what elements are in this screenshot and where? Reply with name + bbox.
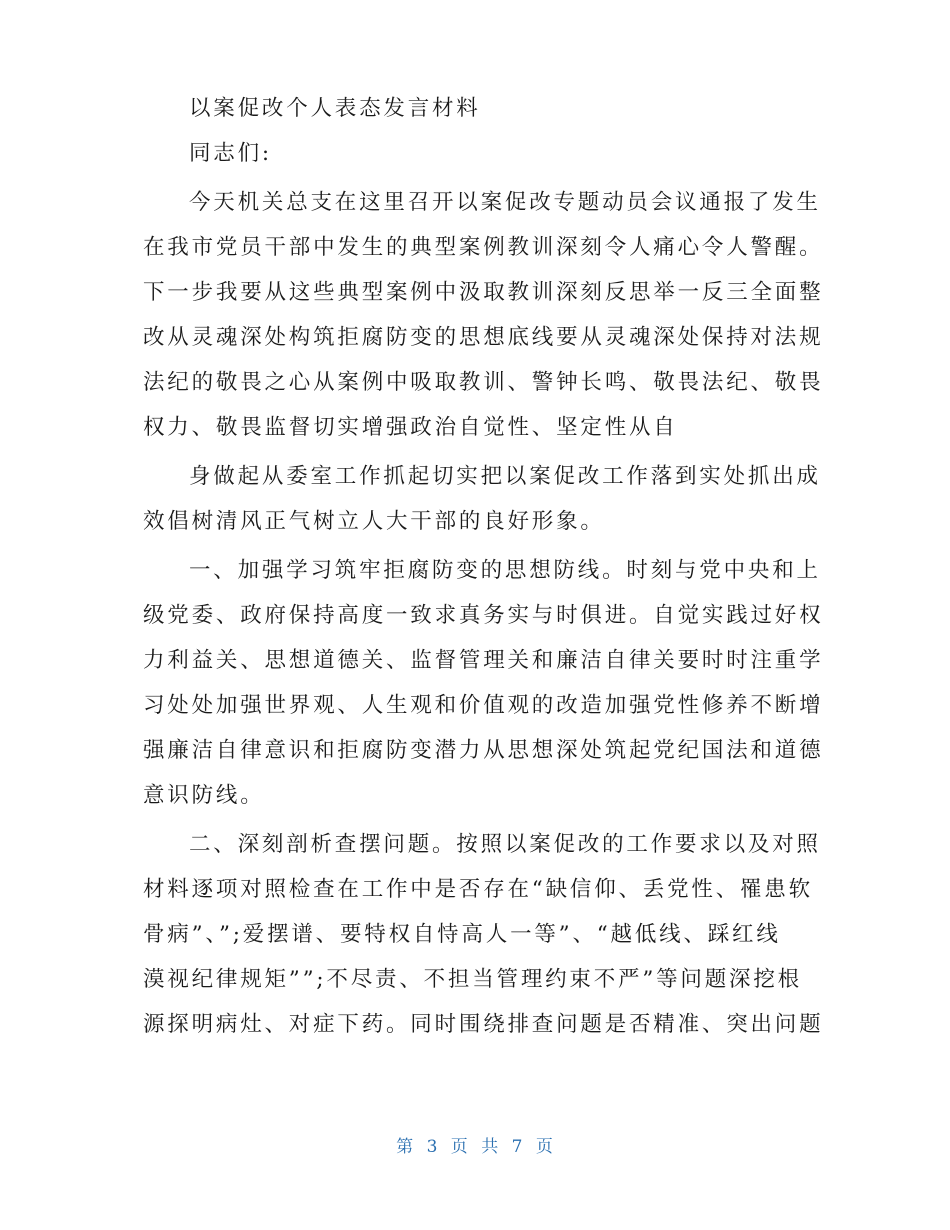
paragraph-line: 身做起从委室工作抓起切实把以案促改工作落到实处抓出成 [189,464,821,489]
paragraph-4 [143,822,824,1047]
paragraph-line: 今天机关总支在这里召开以案促改专题动员会议通报了发生 [189,190,821,215]
paragraph-line: 一、加强学习筑牢拒腐防变的思想防线。时刻与党中央和上 [189,558,821,583]
paragraph-1 [143,180,824,450]
paragraph-line: 骨病”、”;爱摆谱、要特权自恃高人一等”、“越低线、踩红线 [143,922,781,947]
paragraph-line: 力利益关、思想道德关、监督管理关和廉洁自律关要时时注重学 [143,648,824,673]
paragraph-line: 权力、敬畏监督切实增强政治自觉性、坚定性从自 [143,415,678,440]
paragraph-line: 在我市党员干部中发生的典型案例教训深刻令人痛心令人警醒。 [143,235,824,260]
document-title: 以案促改个人表态发言材料 [189,96,481,121]
paragraph-line: 二、深刻剖析查摆问题。按照以案促改的工作要求以及对照 [189,832,821,857]
paragraph-line: 意识防线。 [143,783,265,808]
paragraph-line: 强廉洁自律意识和拒腐防变潜力从思想深处筑起党纪国法和道德 [143,738,824,763]
paragraph-line: 习处处加强世界观、人生观和价值观的改造加强党性修养不断增 [143,693,824,718]
paragraph-line: 级党委、政府保持高度一致求真务实与时俱进。自觉实践过好权 [143,603,824,628]
paragraph-line: 法纪的敬畏之心从案例中吸取教训、警钟长鸣、敬畏法纪、敬畏 [143,370,824,395]
paragraph-line: 效倡树清风正气树立人大干部的良好形象。 [143,509,605,534]
paragraph-line: 源探明病灶、对症下药。同时围绕排查问题是否精准、突出问题 [143,1012,824,1037]
paragraph-line: 改从灵魂深处构筑拒腐防变的思想底线要从灵魂深处保持对法规 [143,325,824,350]
paragraph-line: 材料逐项对照检查在工作中是否存在“缺信仰、丢党性、罹患软 [143,877,813,902]
paragraph-line: 下一步我要从这些典型案例中汲取教训深刻反思举一反三全面整 [143,280,824,305]
paragraph-2 [143,454,821,544]
paragraph-line: 漠视纪律规矩””;不尽责、不担当管理约束不严”等问题深挖根 [143,967,802,992]
paragraph-3 [143,548,824,818]
page-number-footer: 第 3 页 共 7 页 [396,1137,554,1157]
document-body [143,86,824,1047]
salutation: 同志们: [189,141,272,166]
